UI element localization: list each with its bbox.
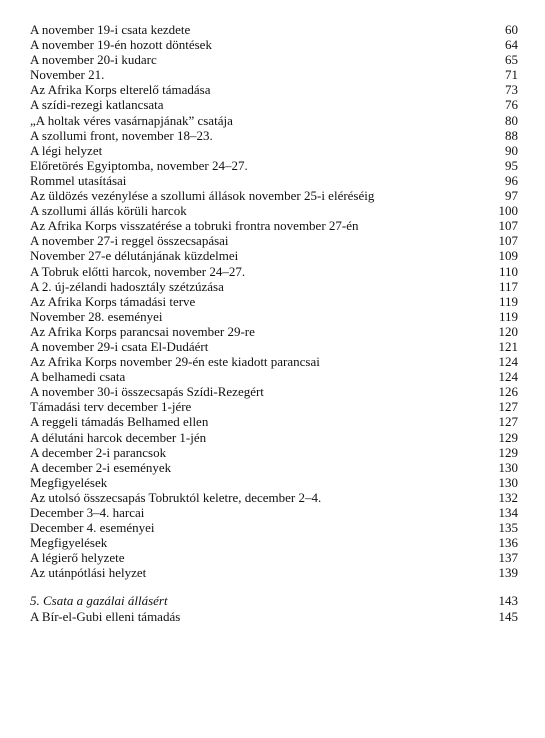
toc-entry-title: A november 19-i csata kezdete <box>30 22 191 37</box>
toc-entry-page: 96 <box>505 172 518 188</box>
toc-entry-title: A 2. új-zélandi hadosztály szétzúzása <box>30 278 224 294</box>
toc-entry <box>30 609 518 624</box>
toc-entry <box>30 158 518 173</box>
toc-entry-page: 124 <box>498 354 518 370</box>
toc-entry <box>30 339 518 354</box>
toc-entry-title: November 27-e délutánjának küzdelmei <box>30 248 239 264</box>
toc-entry-page: 97 <box>505 188 518 204</box>
toc-entry-title: December 3–4. harcai <box>30 505 145 520</box>
toc-entry <box>30 128 518 143</box>
toc-entry <box>30 37 518 52</box>
toc-entry-page: 139 <box>498 565 518 581</box>
toc-entry <box>30 279 518 294</box>
toc-entry-page: 124 <box>498 369 518 385</box>
toc-entry-page: 127 <box>498 414 518 430</box>
toc-entry-page: 80 <box>505 112 518 128</box>
toc-entry-page: 126 <box>498 384 518 400</box>
toc-entry-title: Az Afrika Korps visszatérése a tobruki frontra november 27-én <box>30 218 359 234</box>
toc-entry-title: A szollumi állás körüli harcok <box>30 203 187 219</box>
toc-entry <box>30 52 518 67</box>
toc-entry-page: 110 <box>498 263 518 279</box>
toc-entry <box>30 384 518 399</box>
toc-entry-page: 120 <box>498 323 518 339</box>
toc-entry-title: Az Afrika Korps parancsai november 29-re <box>30 323 255 339</box>
toc-entry-title: A légierő helyzete <box>30 550 125 566</box>
toc-entry <box>30 520 518 535</box>
toc-entry <box>30 309 518 324</box>
toc-entry <box>30 324 518 339</box>
toc-entry-title: Az utolsó összecsapás Tobruktól keletre, december 2–4. <box>30 489 322 505</box>
toc-entry <box>30 264 518 279</box>
toc-entry-title: A Tobruk előtti harcok, november 24–27. <box>30 263 246 279</box>
toc-entry-page: 134 <box>498 505 518 520</box>
toc-entry <box>30 414 518 429</box>
toc-entry <box>30 82 518 97</box>
toc-entry-title: A szollumi front, november 18–23. <box>30 127 213 143</box>
toc-entry <box>30 203 518 218</box>
table-of-contents <box>30 22 518 624</box>
toc-entry-title: A november 20-i kudarc <box>30 52 157 68</box>
toc-entry <box>30 248 518 263</box>
toc-entry-title: Az Afrika Korps november 29-én este kiadott parancsai <box>30 354 320 370</box>
toc-entry-page: 119 <box>498 308 518 324</box>
toc-entry <box>30 173 518 188</box>
toc-entry-title: A december 2-i parancsok <box>30 444 167 460</box>
toc-entry-title: A szídi-rezegi katlancsata <box>30 97 164 113</box>
toc-entry <box>30 460 518 475</box>
toc-entry-title: A november 19-én hozott döntések <box>30 37 212 53</box>
toc-entry-page: 90 <box>505 142 518 158</box>
toc-entry <box>30 143 518 158</box>
toc-entry-page: 88 <box>505 127 518 143</box>
toc-entry-title: Megfigyelések <box>30 535 108 551</box>
toc-entry-page: 130 <box>498 474 518 490</box>
toc-entry-page: 60 <box>505 22 518 37</box>
toc-entry-page: 136 <box>498 535 518 551</box>
toc-entry <box>30 399 518 414</box>
toc-entry-title: A november 29-i csata El-Dudáért <box>30 338 209 354</box>
toc-entry-page: 95 <box>505 157 518 173</box>
toc-entry-title: A november 30-i összecsapás Szídi-Rezegért <box>30 384 264 400</box>
toc-entry-page: 119 <box>498 293 518 309</box>
toc-entry <box>30 445 518 460</box>
toc-entry-title: Az utánpótlási helyzet <box>30 565 147 581</box>
toc-entry-title: Rommel utasításai <box>30 172 127 188</box>
toc-entry-page: 130 <box>498 459 518 475</box>
toc-entry <box>30 113 518 128</box>
toc-entry-page: 64 <box>505 37 518 53</box>
toc-entry-page: 132 <box>498 489 518 505</box>
toc-entry <box>30 294 518 309</box>
toc-entry-title: „A holtak véres vasárnapjának” csatája <box>30 112 233 128</box>
toc-entry <box>30 369 518 384</box>
toc-entry-page: 145 <box>498 608 518 624</box>
toc-entry <box>30 218 518 233</box>
toc-entry-page: 107 <box>498 218 518 234</box>
toc-entry-title: Előretörés Egyiptomba, november 24–27. <box>30 157 248 173</box>
toc-entry-page: 71 <box>505 67 518 83</box>
toc-entry <box>30 188 518 203</box>
toc-entry-title: Az üldözés vezénylése a szollumi állások november 25-i eléréséig <box>30 188 375 204</box>
toc-entry-title: Az Afrika Korps elterelő támadása <box>30 82 211 98</box>
toc-entry <box>30 22 518 37</box>
toc-entry-title: December 4. eseményei <box>30 520 155 536</box>
toc-entry-page: 100 <box>498 203 518 219</box>
toc-entry-page: 129 <box>498 429 518 445</box>
toc-entry-page: 117 <box>498 278 518 294</box>
toc-entry <box>30 550 518 565</box>
toc-entry-title: A november 27-i reggel összecsapásai <box>30 233 229 249</box>
toc-entry <box>30 97 518 112</box>
toc-entry <box>30 505 518 520</box>
toc-entry-title: November 28. eseményei <box>30 308 163 324</box>
toc-entry-page: 137 <box>498 550 518 566</box>
toc-entry <box>30 475 518 490</box>
toc-entry-title: A légi helyzet <box>30 142 103 158</box>
toc-entry-page: 107 <box>498 233 518 249</box>
toc-entry-page: 109 <box>498 248 518 264</box>
toc-chapter-title: 5. Csata a gazálai állásért <box>30 593 168 609</box>
toc-entry <box>30 67 518 82</box>
toc-chapter-page: 143 <box>498 593 518 609</box>
toc-entry <box>30 535 518 550</box>
toc-entry-title: Megfigyelések <box>30 474 108 490</box>
toc-entry-page: 121 <box>498 338 518 354</box>
toc-entry-page: 65 <box>505 52 518 68</box>
toc-after-chapter-entries <box>30 609 518 624</box>
toc-chapter-heading <box>30 593 518 608</box>
toc-entry-page: 135 <box>498 520 518 536</box>
toc-entry-title: A Bír-el-Gubi elleni támadás <box>30 608 181 624</box>
toc-entry-page: 73 <box>505 82 518 98</box>
toc-entry-title: A reggeli támadás Belhamed ellen <box>30 414 209 430</box>
toc-entry <box>30 430 518 445</box>
toc-entry <box>30 490 518 505</box>
toc-entry-title: A délutáni harcok december 1-jén <box>30 429 207 445</box>
toc-entry-title: A belhamedi csata <box>30 369 126 385</box>
toc-entry-title: Támadási terv december 1-jére <box>30 399 192 415</box>
toc-entry-title: November 21. <box>30 67 105 83</box>
toc-entry-title: Az Afrika Korps támadási terve <box>30 293 196 309</box>
toc-entry-page: 129 <box>498 444 518 460</box>
toc-entry-title: A december 2-i események <box>30 459 172 475</box>
toc-entry <box>30 354 518 369</box>
toc-entry-page: 76 <box>505 97 518 113</box>
toc-entry <box>30 565 518 580</box>
toc-entries <box>30 22 518 580</box>
toc-entry <box>30 233 518 248</box>
toc-entry-page: 127 <box>498 399 518 415</box>
